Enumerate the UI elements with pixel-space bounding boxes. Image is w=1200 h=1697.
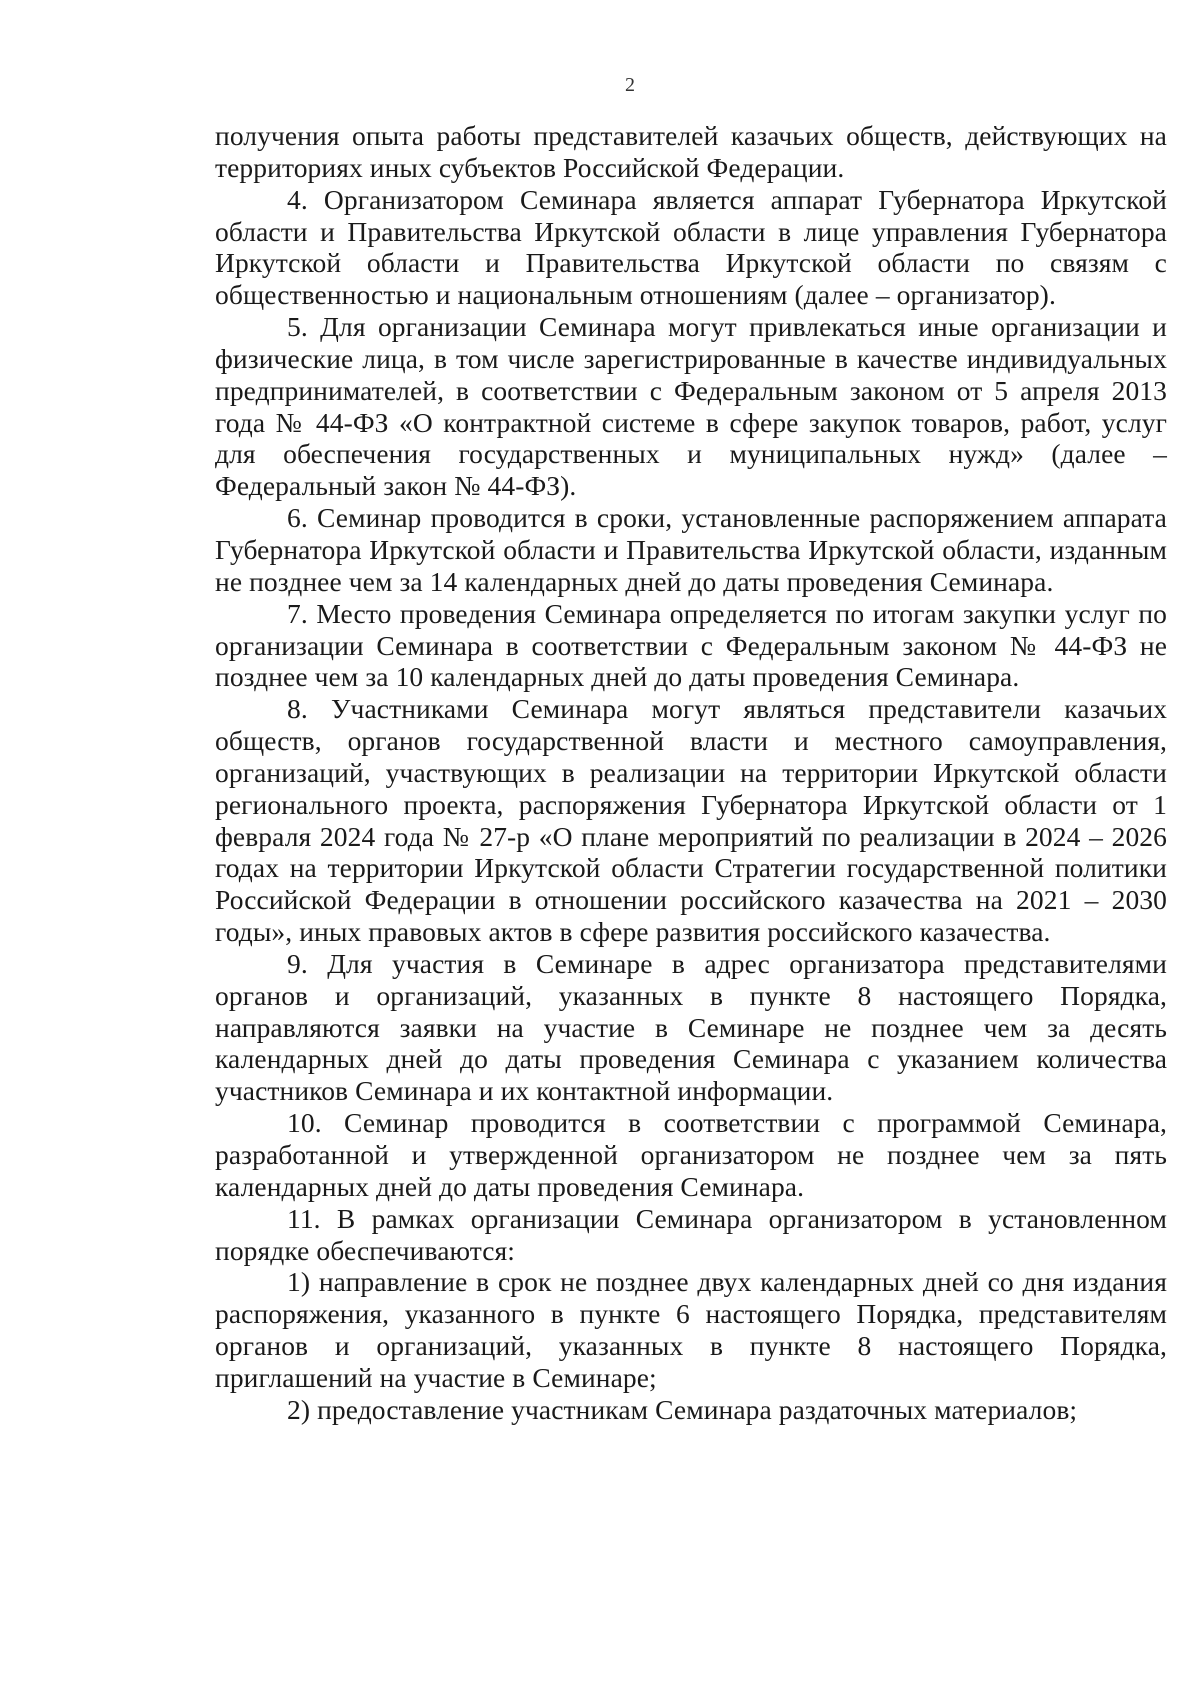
paragraph-item-9: 9. Для участия в Семинаре в адрес организатора представителями органов и организаций, указанных в пункте 8 настоящего Порядка, направляются заявки на участие в Семинаре не позднее чем за десять календарных дней до даты проведения Семинара с указанием количества участников Семинара и их контактной информации. <box>215 947 1167 1107</box>
paragraph-continuation: получения опыта работы представителей казачьих обществ, действующих на территориях иных субъектов Российской Федерации. <box>215 120 1167 183</box>
paragraph-item-8: 8. Участниками Семинара могут являться представители казачьих обществ, органов государственной власти и местного самоуправления, организаций, участвующих в реализации на территории Иркутской области регионального проекта, распоряжения Губернатора Иркутской области от 1 февраля 2024 года № 27-р «О плане мероприятий по реализации в 2024 – 2026 годах на территории Иркутской области Стратегии государственной политики Российской Федерации в отношении российского казачества на 2021 – 2030 годы», иных правовых актов в сфере развития российского казачества. <box>215 693 1167 948</box>
paragraph-item-11: 11. В рамках организации Семинара организатором в установленном порядке обеспечиваются: <box>215 1202 1167 1266</box>
page-number: 2 <box>625 74 635 96</box>
paragraph-item-5: 5. Для организации Семинара могут привлекаться иные организации и физические лица, в том числе зарегистрированные в качестве индивидуальных предпринимателей, в соответствии с Федеральным законом от 5 апреля 2013 года № 44-ФЗ «О контрактной системе в сфере закупок товаров, работ, услуг для обеспечения государственных и муниципальных нужд» (далее – Федеральный закон № 44-ФЗ). <box>215 311 1167 502</box>
document-body <box>215 120 1167 1426</box>
paragraph-item-7: 7. Место проведения Семинара определяется по итогам закупки услуг по организации Семинара в соответствии с Федеральным законом № 44-ФЗ не позднее чем за 10 календарных дней до даты проведения Семинара. <box>215 597 1167 693</box>
paragraph-item-10: 10. Семинар проводится в соответствии с программой Семинара, разработанной и утвержденной организатором не позднее чем за пять календарных дней до даты проведения Семинара. <box>215 1107 1167 1202</box>
paragraph-item-4: 4. Организатором Семинара является аппарат Губернатора Иркутской области и Правительства Иркутской области в лице управления Губернатора Иркутской области и Правительства Иркутской области по связям с общественностью и национальным отношениям (далее – организатор). <box>215 183 1167 311</box>
paragraph-subitem-2: 2) предоставление участникам Семинара раздаточных материалов; <box>287 1393 1078 1425</box>
paragraph-item-6: 6. Семинар проводится в сроки, установленные распоряжением аппарата Губернатора Иркутской области и Правительства Иркутской области, изданным не позднее чем за 14 календарных дней до даты проведения Семинара. <box>215 502 1167 597</box>
paragraph-subitem-1: 1) направление в срок не позднее двух календарных дней со дня издания распоряжения, указанного в пункте 6 настоящего Порядка, представителям органов и организаций, указанных в пункте 8 настоящего Порядка, приглашений на участие в Семинаре; <box>215 1266 1167 1393</box>
